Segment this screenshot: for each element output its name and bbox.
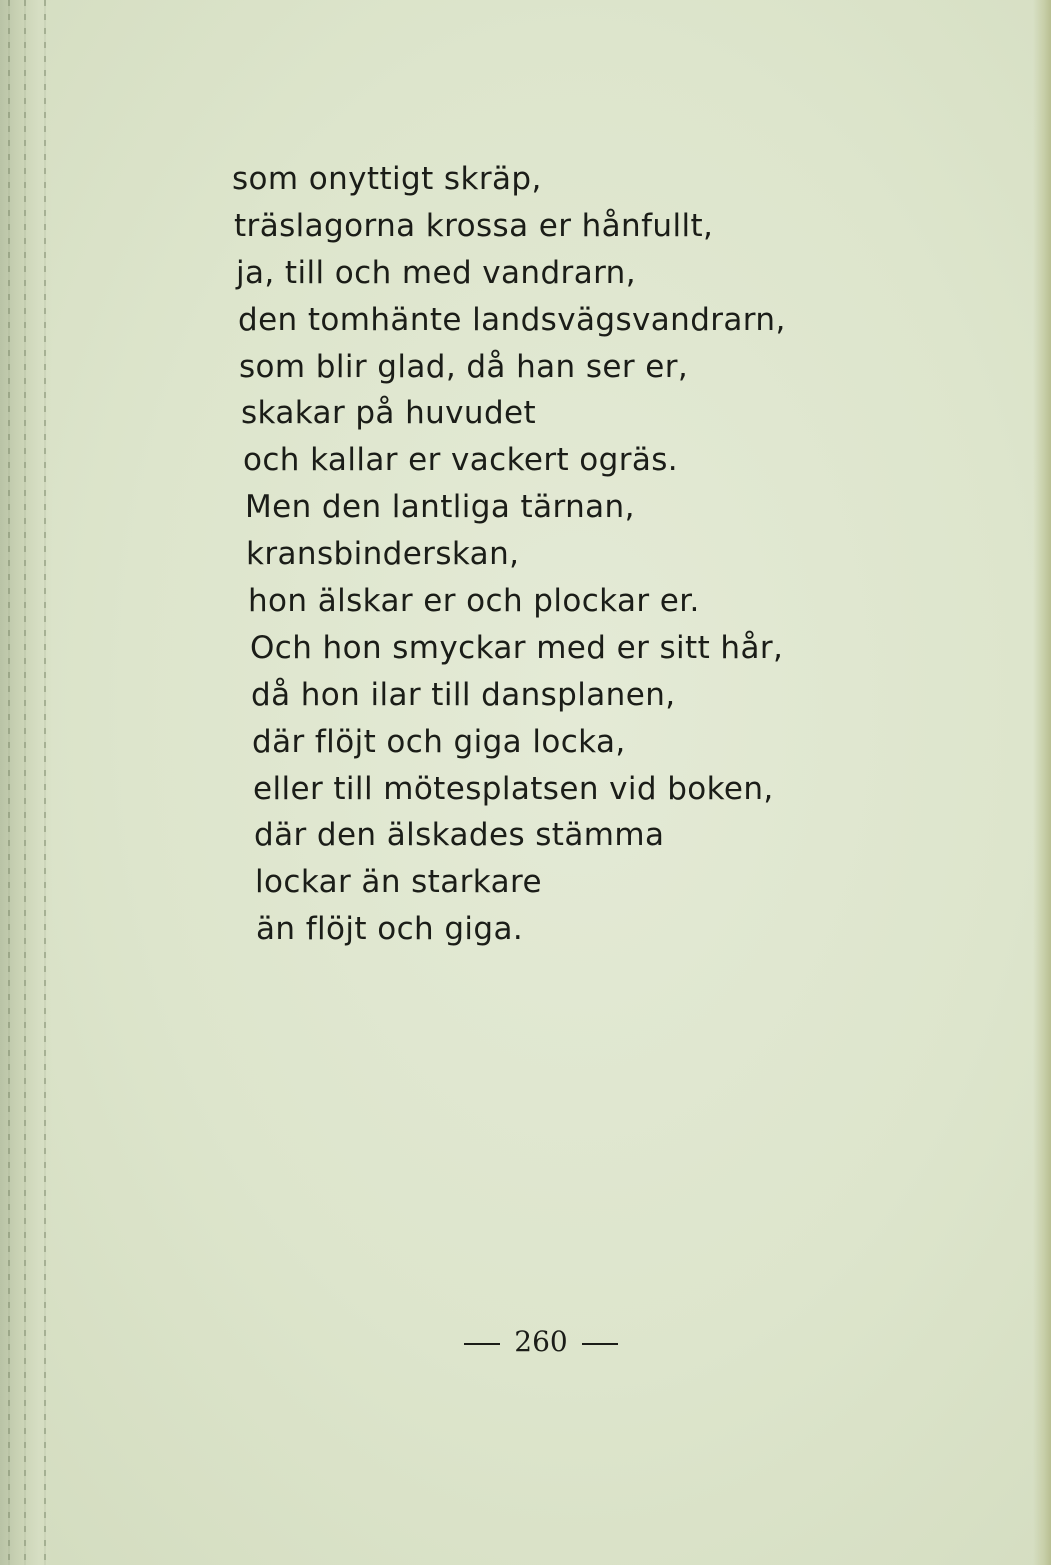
poem-line: Men den lantliga tärnan, [245,489,635,526]
dash-left [464,1343,500,1345]
poem-line: och kallar er vackert ogräs. [243,442,679,479]
dash-right [582,1343,618,1345]
poem-line: än flöjt och giga. [256,911,524,948]
poem-line: Och hon smyckar med er sitt hår, [250,629,784,666]
poem-line: den tomhänte landsvägsvandrarn, [238,301,786,338]
poem-text [232,156,786,953]
poem-line: som blir glad, då han ser er, [239,348,689,385]
poem-line: som onyttigt skräp, [232,161,542,197]
poem-line: hon älskar er och plockar er. [248,583,700,620]
poem-line: lockar än starkare [255,864,542,901]
poem-line: träslagorna krossa er hånfullt, [234,207,714,244]
poem-line: ja, till och med vandrarn, [236,254,636,291]
poem-line: skakar på huvudet [241,395,537,432]
poem-line: kransbinderskan, [246,536,520,573]
poem-line: då hon ilar till dansplanen, [251,676,676,713]
page-number [0,1325,1051,1358]
poem-line: eller till mötesplatsen vid boken, [253,770,774,807]
poem-line: där den älskades stämma [254,817,665,854]
page-number-value: 260 [514,1325,568,1358]
poem-line: där flöjt och giga locka, [252,723,626,760]
